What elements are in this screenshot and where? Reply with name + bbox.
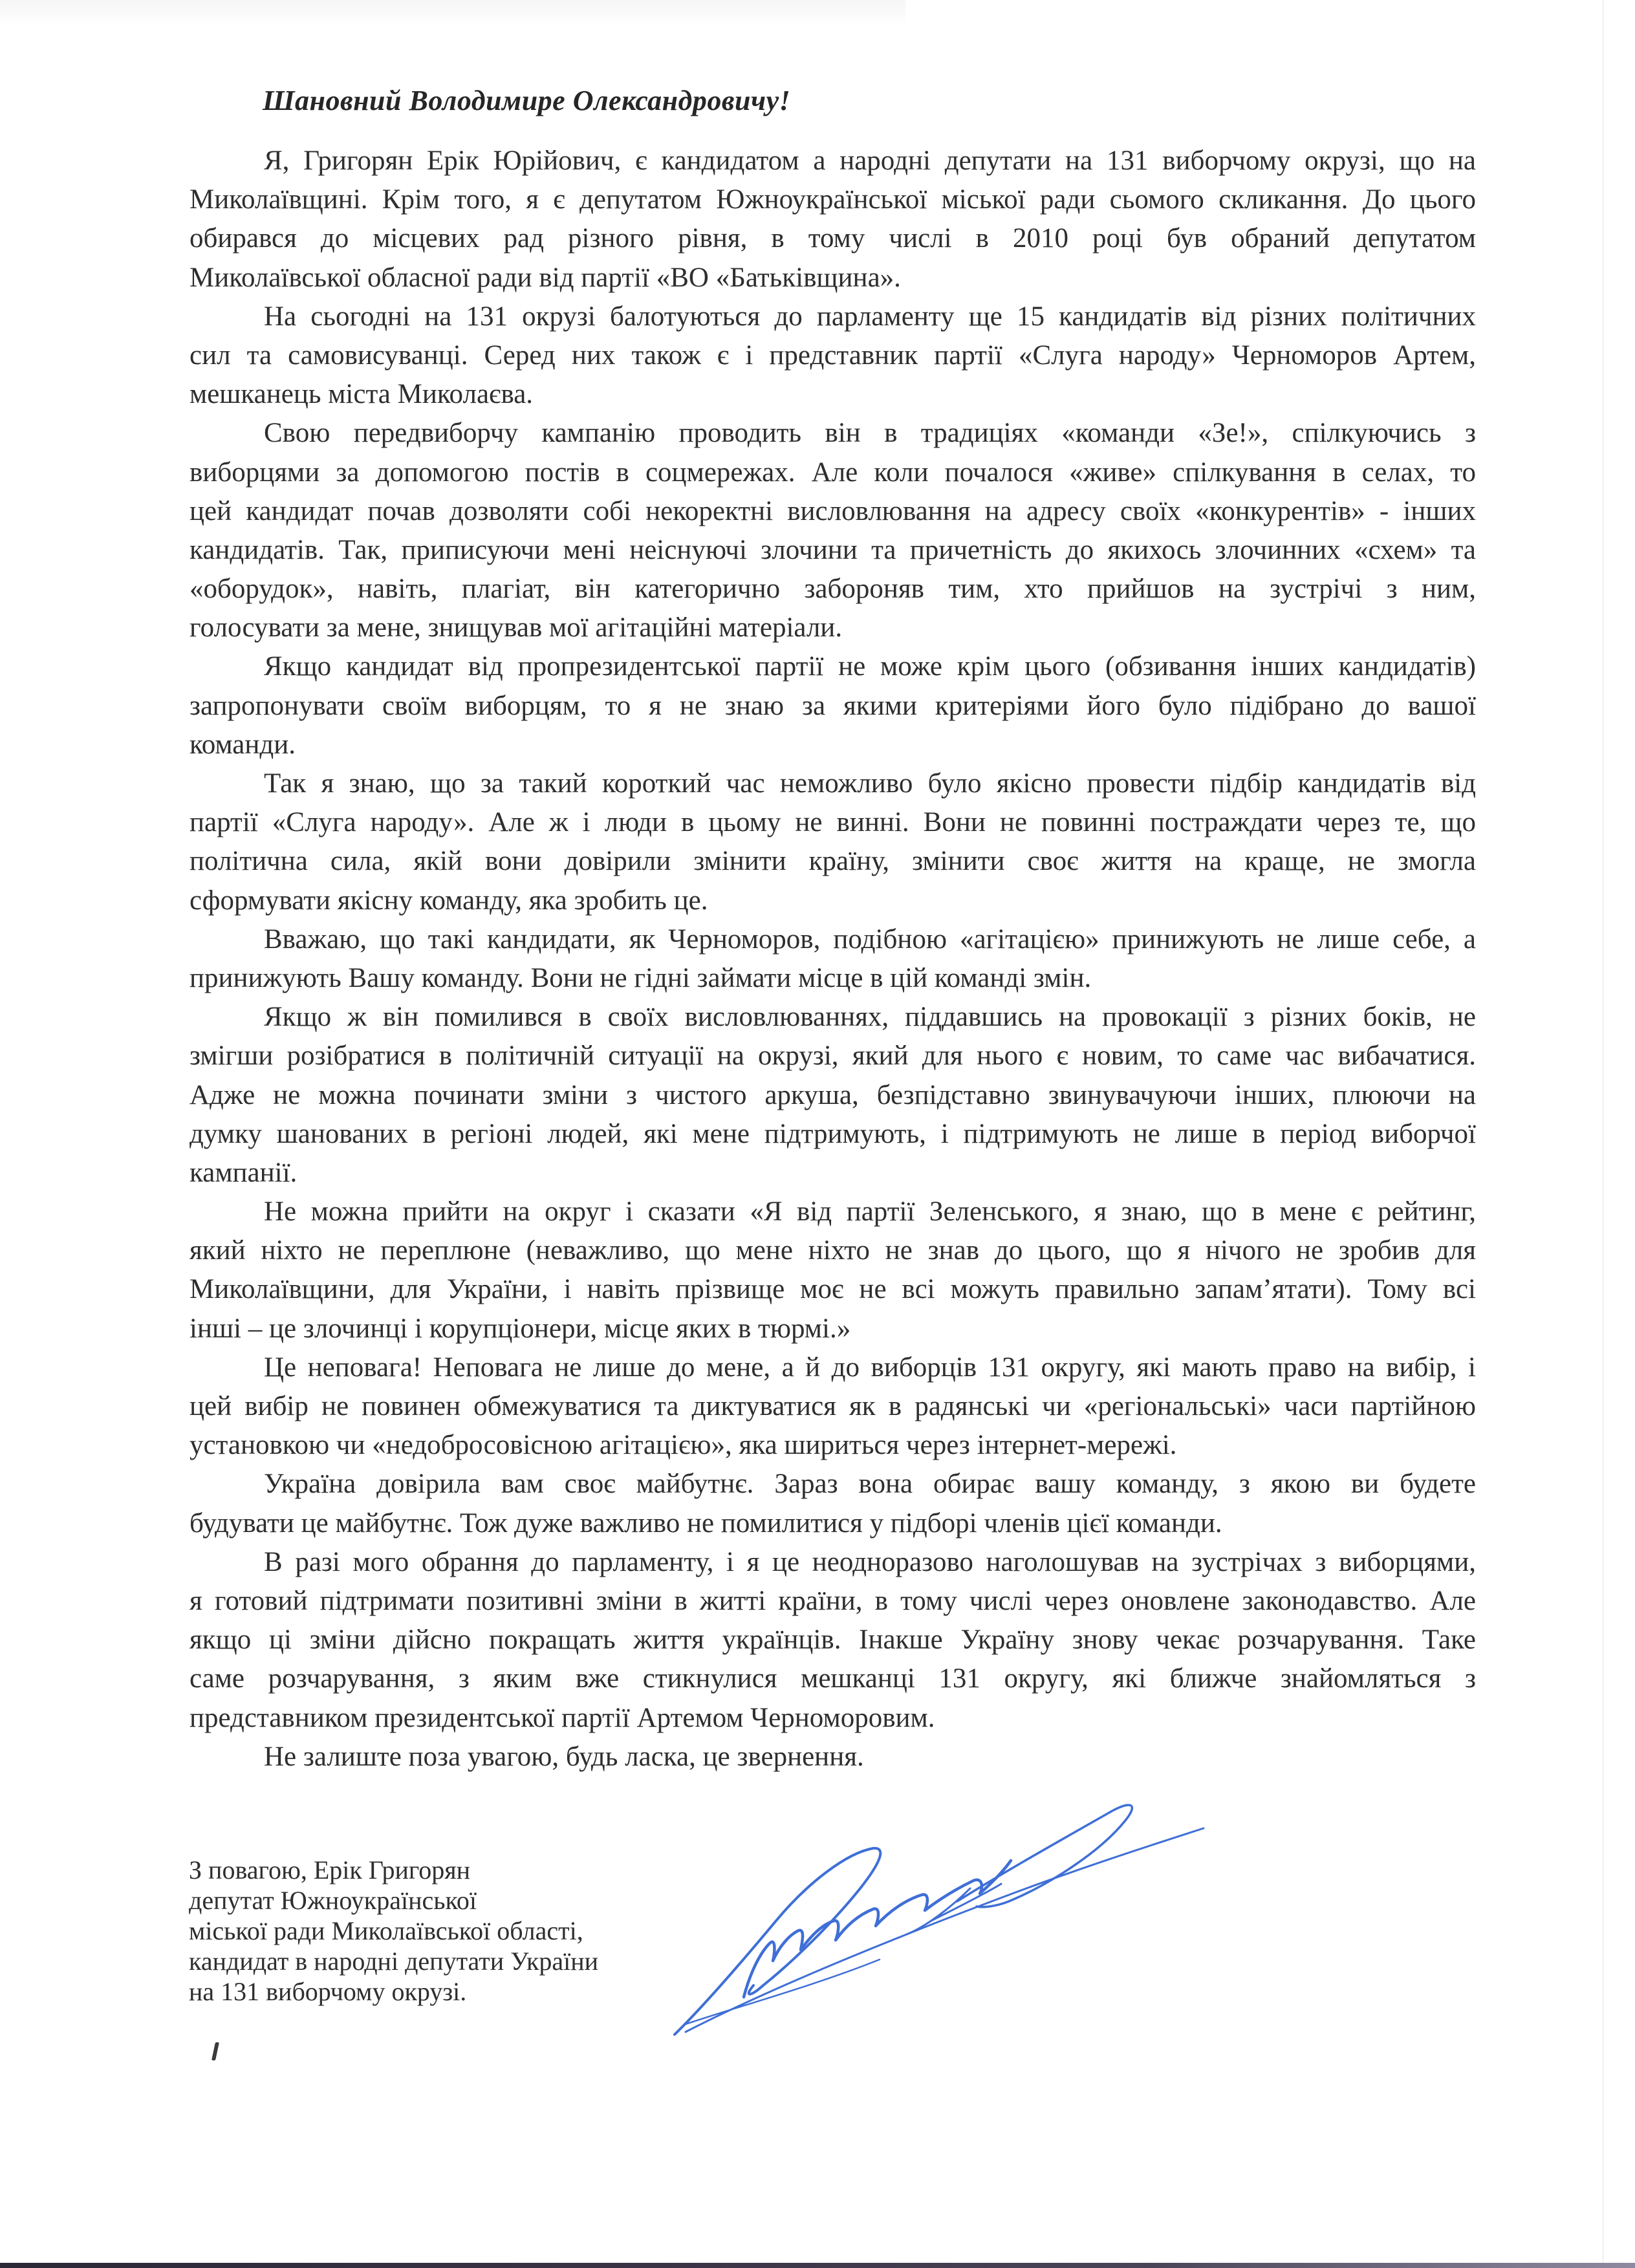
scan-artifact-top	[0, 0, 905, 26]
paragraph-first-line	[189, 142, 1476, 180]
line-text: я готовий підтримати позитивні зміни в житті країни, в тому числі через оновлене законодавство. Але	[189, 1585, 1476, 1616]
line-text: сформувати якісну команду, яка зробить це.	[189, 885, 708, 916]
line-text: якщо ці зміни дійсно покращать життя українців. Інакше Україну знову чекає розчарування. Таке	[189, 1625, 1476, 1656]
line-text: партії «Слуга народу». Але ж і люди в цьому не винні. Вони не повинні постраждати через те, що	[189, 807, 1476, 838]
closing-line: на 131 виборчому окрузі.	[189, 1977, 467, 2006]
paragraph-line	[189, 1582, 1476, 1621]
paragraph-first-line	[189, 1348, 1476, 1387]
paragraph-line	[189, 1076, 1476, 1115]
paragraph-first-line	[189, 998, 1476, 1037]
line-text: обирався до місцевих рад різного рівня, в тому числі в 2010 році був обраний депутатом	[189, 223, 1476, 254]
closing-line: З повагою, Ерік Григорян	[189, 1855, 471, 1885]
paragraph-line	[189, 881, 1476, 920]
line-text: цей вибір не повинен обмежуватися та диктуватися як в радянські чи «регіональські» часи партійною	[189, 1391, 1476, 1421]
scan-artifact-bottom-band	[0, 2263, 1635, 2268]
line-text: цей кандидат почав дозволяти собі некоректні висловлювання на адресу своїх «конкурентів» - інших	[189, 495, 1476, 526]
line-text: Я, Григорян Ерік Юрійович, є кандидатом а народні депутати на 131 виборчому окрузі, що на	[264, 146, 1476, 176]
line-text: кандидатів. Так, приписуючи мені неіснуючі злочини та причетність до якихось злочинних «схем» та	[189, 534, 1476, 565]
closing-line: міської ради Миколаївської області,	[189, 1916, 583, 1945]
paragraph-line	[189, 259, 1476, 297]
line-text: Україна довірила вам своє майбутнє. Зараз вона обирає вашу команду, з якою ви будете	[264, 1469, 1476, 1500]
paragraph-first-line	[189, 1738, 1476, 1777]
line-text: будувати це майбутнє. Тож дуже важливо не помилитися у підборі членів цієї команди.	[189, 1507, 1222, 1539]
paragraph-first-line	[189, 297, 1476, 336]
paragraph-line	[189, 492, 1476, 531]
line-text: голосувати за мене, знищував мої агітаційні матеріали.	[189, 612, 843, 643]
line-text: Так я знаю, що за такий короткий час неможливо було якісно провести підбір кандидатів від	[264, 768, 1476, 799]
paragraph-line	[189, 1270, 1476, 1309]
salutation: Шановний Володимире Олександровичу!	[263, 85, 791, 116]
line-text: Не залиште поза увагою, будь ласка, це звернення.	[264, 1741, 864, 1772]
paragraph-first-line	[189, 1193, 1476, 1231]
scan-edge-line	[1602, 0, 1604, 2263]
line-text: який ніхто не переплюне (неважливо, що мене ніхто не знав до цього, що я нічого не зробив для	[189, 1235, 1476, 1266]
closing-line: кандидат в народні депутати України	[189, 1947, 599, 1976]
line-text: представником президентської партії Артемом Черноморовим.	[189, 1702, 935, 1733]
paragraph-line	[189, 1037, 1476, 1075]
line-text: кампанії.	[189, 1157, 298, 1188]
paragraph-line	[189, 531, 1476, 570]
line-text: сил та самовисуванці. Серед них також є і представник партії «Слуга народу» Черноморов Артем,	[189, 340, 1476, 371]
letter-body	[189, 142, 1476, 1777]
paragraph-line	[189, 1387, 1476, 1426]
line-text: На сьогодні на 131 окрузі балотуються до парламенту ще 15 кандидатів від різних політичних	[264, 301, 1476, 332]
line-text: змігши розібратися в політичній ситуації на окрузі, який для нього є новим, то саме час вибачатися.	[189, 1041, 1476, 1072]
paragraph-first-line	[189, 1465, 1476, 1504]
line-text: установкою чи «недобросовісною агітацією», яка шириться через інтернет-мережі.	[189, 1430, 1177, 1461]
line-text: інші – це злочинці і корупціонери, місце яких в тюрмі.»	[189, 1313, 851, 1344]
line-text: Миколаївщині. Крім того, я є депутатом Южноукраїнської міської ради сьомого скликання. До цього	[189, 184, 1476, 215]
paragraph-line	[189, 1231, 1476, 1270]
signature-stroke-main-loop	[675, 1848, 880, 2035]
line-text: принижують Вашу команду. Вони не гідні займати місце в цій команді змін.	[189, 962, 1092, 993]
paragraph-first-line	[189, 414, 1476, 453]
paragraph-line	[189, 1621, 1476, 1659]
line-text: «оборудок», навіть, плагіат, він категорично забороняв тим, хто прийшов на зустрічі з ним,	[189, 574, 1476, 605]
line-text: команди.	[189, 729, 296, 760]
paragraph-first-line	[189, 1543, 1476, 1582]
paragraph-line	[189, 453, 1476, 492]
paragraph-line	[189, 1504, 1476, 1543]
margin-mark	[211, 2042, 219, 2060]
line-text: Свою передвиборчу кампанію проводить він в традиціях «команди «Зе!», спілкуючись з	[264, 418, 1476, 449]
line-text: Вважаю, що такі кандидати, як Черноморов, подібною «агітацією» принижують не лише себе, а	[264, 923, 1476, 955]
paragraph-line	[189, 726, 1476, 764]
paragraph-first-line	[189, 647, 1476, 686]
paragraph-line	[189, 570, 1476, 609]
paragraph-line	[189, 1154, 1476, 1193]
paragraph-line	[189, 1310, 1476, 1348]
line-text: Якщо кандидат від пропрезидентської партії не може крім цього (обзивання інших кандидатів)	[264, 651, 1476, 682]
paragraph-line	[189, 1659, 1476, 1698]
paragraph-first-line	[189, 920, 1476, 959]
line-text: Миколаївщини, для України, і навіть прізвище моє не всі можуть правильно запам’ятати). Тому всі	[189, 1274, 1476, 1305]
paragraph-line	[189, 1115, 1476, 1154]
line-text: запропонувати своїм виборцям, то я не знаю за якими критеріями його було підібрано до вашої	[189, 690, 1476, 721]
line-text: Миколаївської обласної ради від партії «ВО «Батьківщина».	[189, 262, 901, 293]
paragraph-line	[189, 959, 1476, 998]
line-text: Адже не можна починати зміни з чистого аркуша, безпідставно звинувачуючи інших, плюючи на	[189, 1079, 1476, 1110]
handwritten-signature	[647, 1791, 1229, 2050]
line-text: Це неповага! Неповага не лише до мене, а й до виборців 131 округу, які мають право на вибір, і	[264, 1352, 1476, 1383]
line-text: Не можна прийти на округ і сказати «Я від партії Зеленського, я знаю, що в мене є рейтинг,	[264, 1196, 1476, 1227]
line-text: політична сила, якій вони довірили змінити країну, змінити своє життя на краще, не змогла	[189, 846, 1476, 877]
paragraph-line	[189, 842, 1476, 881]
paragraph-line	[189, 375, 1476, 414]
line-text: виборцями за допомогою постів в соцмережах. Але коли почалося «живе» спілкування в селах, то	[189, 457, 1476, 488]
paragraph-line	[189, 219, 1476, 258]
paragraph-line	[189, 803, 1476, 842]
signature-stroke-underline	[686, 1828, 1204, 2032]
line-text: мешканець міста Миколаєва.	[189, 379, 534, 410]
line-text: Якщо ж він помилився в своїх висловлюваннях, піддавшись на провокації з різних боків, не	[264, 1002, 1476, 1033]
paragraph-line	[189, 1426, 1476, 1465]
closing-line: депутат Южноукраїнської	[189, 1886, 477, 1915]
line-text: думку шанованих в регіоні людей, які мене підтримують, і підтримують не лише в період виборчої	[189, 1118, 1476, 1149]
paragraph-line	[189, 687, 1476, 726]
paragraph-line	[189, 180, 1476, 219]
paragraph-line	[189, 609, 1476, 647]
paragraph-first-line	[189, 764, 1476, 803]
paragraph-line	[189, 1699, 1476, 1738]
paragraph-line	[189, 336, 1476, 375]
signature-stroke-letters	[744, 1861, 1011, 1997]
line-text: саме розчарування, з яким вже стикнулися мешканці 131 округу, які ближче знайомляться з	[189, 1663, 1476, 1694]
line-text: В разі мого обрання до парламенту, і я це неодноразово наголошував на зустрічах з виборцями,	[264, 1546, 1476, 1577]
